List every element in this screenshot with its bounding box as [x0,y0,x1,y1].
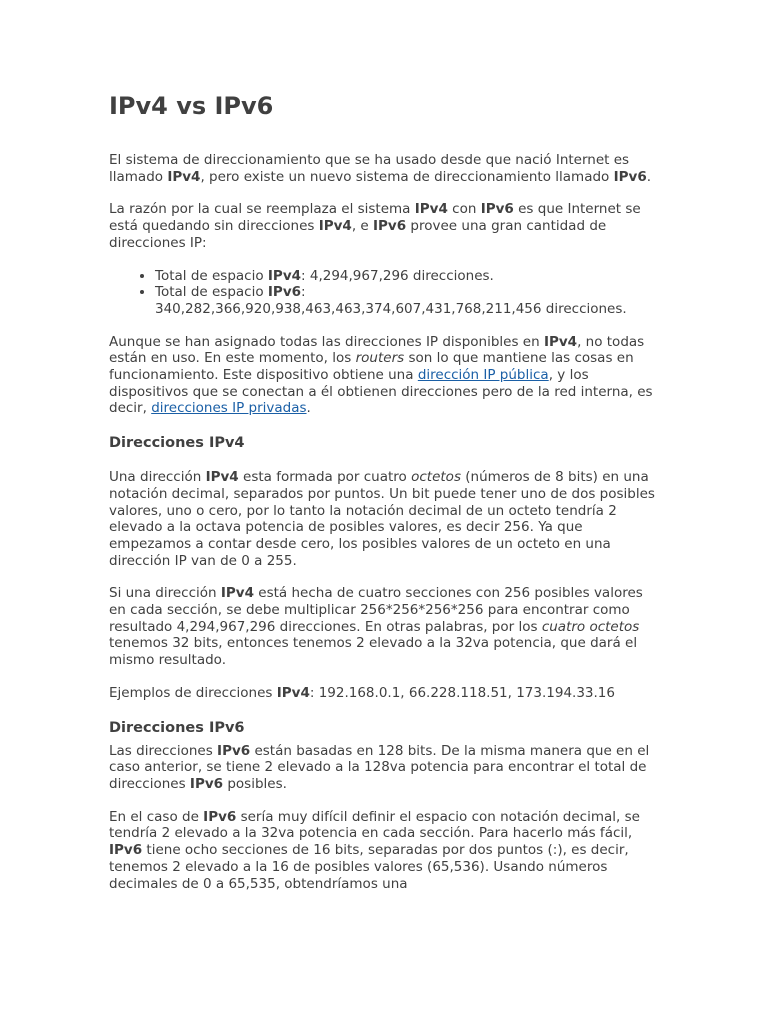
address-space-list [109,268,659,318]
bold-term: IPv6 [480,201,514,218]
text-span: Aunque se han asignado todas las direcciones IP disponibles en [109,333,544,350]
italic-term: octetos [411,469,461,486]
text-span: Total de espacio [155,267,268,284]
text-span: En el caso de [109,808,204,825]
text-span: Total de espacio [155,284,268,301]
text-span: : 192.168.0.1, 66.228.118.51, 173.194.33.16 [309,684,615,701]
text-span: es que Internet se está quedando sin direcciones [109,201,641,235]
bold-term: IPv4 [167,168,201,185]
text-span: , y los dispositivos que se conectan a él obtienen direcciones pero de la red interna, es decir, [109,367,653,417]
text-span: El sistema de direccionamiento que se ha usado desde que nació Internet es llamado [109,152,630,185]
text-span: Las direcciones [109,742,218,759]
text-span: son lo que mantiene las cosas en funcionamiento. Este dispositivo obtiene una [109,350,634,384]
text-span: , pero existe un nuevo sistema de direccionamiento llamado [200,168,614,185]
text-span: Ejemplos de direcciones [109,684,277,701]
bold-term: IPv6 [373,218,407,235]
bold-term: IPv4 [267,267,302,284]
list-item [155,284,659,317]
document-page [109,90,659,908]
bold-term: IPv6 [217,742,251,759]
routers-paragraph [109,334,659,418]
bold-term: IPv6 [203,808,237,825]
bold-term: IPv6 [189,775,224,792]
bold-term: IPv4 [414,201,448,218]
text-span: provee una gran cantidad de direcciones IP: [109,218,607,251]
private-ip-link[interactable]: direcciones IP privadas [151,400,307,417]
bold-term: IPv4 [543,333,578,350]
reason-paragraph [109,201,659,251]
text-span: tenemos 32 bits, entonces tenemos 2 elevado a la 32va potencia, que dará el mismo resultado. [109,635,638,669]
bold-term: IPv4 [318,218,352,235]
bold-term: IPv4 [205,469,239,486]
text-span: posibles. [223,775,287,792]
italic-term: routers [355,350,405,367]
list-item [155,268,659,285]
text-span: está hecha de cuatro secciones con 256 posibles valores en cada sección, se debe multiplicar 256*256*256*256 para encontrar como resultado 4,294,967,296 direcciones. En otras palabras, por los [109,585,643,635]
bold-term: IPv6 [613,168,647,185]
ipv4-sections-paragraph [109,585,659,669]
text-span: : 4,294,967,296 direcciones. [301,267,494,284]
intro-paragraph [109,152,659,185]
section-heading-ipv4: Direcciones IPv4 [109,435,245,452]
text-span: La razón por la cual se reemplaza el sistema [109,201,415,218]
text-span: tiene ocho secciones de 16 bits, separadas por dos puntos (:), es decir, tenemos 2 elevado a la 16 de posibles valores (65,536). Usando números decimales de 0 a 65,535, obtendríamos una [109,842,629,892]
text-span: . [306,400,311,417]
text-span: (números de 8 bits) en una notación decimal, separados por puntos. Un bit puede tener uno de dos posibles valores, uno o cero, por lo tanto la notación decimal de un octeto tendría 2 elevado a la octava potencia de posibles valores, es decir 256. Ya que empezamos a contar desde cero, los posibles valores de un octeto en una dirección IP van de 0 a 255. [109,469,655,569]
text-span: con [447,201,481,218]
text-span: , no todas están en uso. En este momento, los [109,333,645,367]
text-span: . [646,168,652,185]
ipv4-examples-paragraph [109,685,659,702]
ipv6-notation-paragraph [109,809,659,893]
bold-term: IPv6 [267,284,302,301]
bold-term: IPv6 [109,842,143,859]
page-title: IPv4 vs IPv6 [109,92,274,120]
text-span: sería muy difícil definir el espacio con notación decimal, se tendría 2 elevado a la 32va potencia en cada sección. Para hacerlo más fácil, [109,808,640,842]
bold-term: IPv4 [220,585,254,602]
text-span: Si una dirección [109,585,221,602]
text-span: Una dirección [109,469,206,486]
public-ip-link[interactable]: dirección IP pública [417,367,549,384]
text-span: esta formada por cuatro [238,469,412,486]
ipv6-bits-paragraph [109,743,659,793]
section-heading-ipv6: Direcciones IPv6 [109,719,245,736]
text-span: : 340,282,366,920,938,463,463,374,607,431,768,211,456 direcciones. [155,284,627,317]
ipv4-octets-paragraph [109,469,659,569]
text-span: , e [351,218,374,235]
bold-term: IPv4 [276,684,310,701]
italic-term: cuatro octetos [541,618,640,635]
text-span: están basadas en 128 bits. De la misma manera que en el caso anterior, se tiene 2 elevado a la 128va potencia para encontrar el total de direcciones [109,742,650,792]
